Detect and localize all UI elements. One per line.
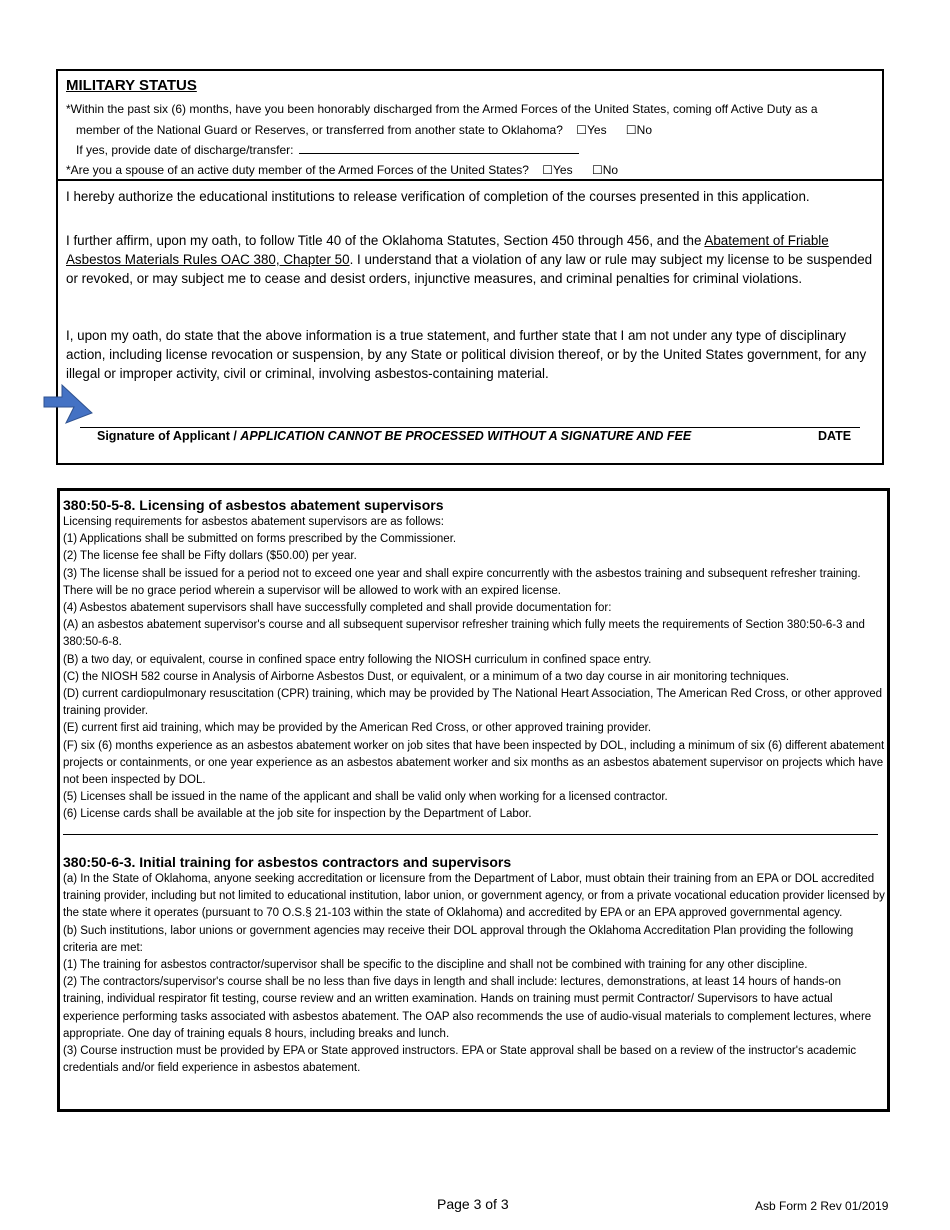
section1-line: (2) The license fee shall be Fifty dollars ($50.00) per year. (63, 550, 357, 563)
section1-line: (4) Asbestos abatement supervisors shall have successfully completed and shall provide documentation for: (63, 602, 612, 615)
section1-line: (A) an asbestos abatement supervisor's course and all subsequent supervisor refresher training which fully meets the requirements of Section 380:50-6-3 and 380:50-6-8. (63, 619, 865, 649)
discharge-date-label: If yes, provide date of discharge/transfer: (76, 143, 294, 157)
discharge-question-text: member of the National Guard or Reserves, or transferred from another state to Oklahoma? (76, 123, 563, 137)
section1-line: (5) Licenses shall be issued in the name of the applicant and shall be valid only when working for a licensed contractor. (63, 791, 668, 804)
spouse-no-checkbox[interactable]: ☐No (591, 163, 619, 177)
statement-paragraph: I, upon my oath, do state that the above information is a true statement, and further state that I am not under any type of disciplinary action, including license revocation or suspension, by any State or political division thereof, or by the United States government, for any illegal or improper activity, civil or criminal, involving asbestos-containing material. (66, 328, 867, 381)
military-status-title: MILITARY STATUS (66, 77, 197, 94)
section2-line: (b) Such institutions, labor unions or government agencies may receive their DOL approval through the Oklahoma Accreditation Plan providing the following criteria are met: (63, 924, 854, 954)
section1-line: Licensing requirements for asbestos abatement supervisors are as follows: (63, 516, 444, 528)
spouse-question-text: *Are you a spouse of an active duty member of the Armed Forces of the United States? (66, 163, 529, 177)
section1-line: (3) The license shall be issued for a period not to exceed one year and shall expire concurrently with the asbestos training and subsequent refresher training. There will be no grace period wherein a supervisor will be allowed to work with an expired license. (63, 567, 861, 597)
section1-line: (D) current cardiopulmonary resuscitation (CPR) training, which may be provided by The National Heart Association, The American Red Cross, or other approved training provider. (63, 688, 883, 718)
rules-reference: Abatement of Friable Asbestos Materials Rules OAC 380, Chapter 50 (66, 233, 829, 267)
discharge-question-line1: *Within the past six (6) months, have you been honorably discharged from the Armed Forces of the United States, coming off Active Duty as a (66, 102, 818, 116)
discharge-date-field[interactable] (299, 143, 579, 154)
section1-line: (E) current first aid training, which may be provided by the American Red Cross, or other approved training provider. (63, 722, 652, 735)
military-affirmation-box (56, 69, 884, 465)
signature-warning: APPLICATION CANNOT BE PROCESSED WITHOUT A SIGNATURE AND FEE (240, 429, 692, 443)
sign-here-arrow-icon (42, 383, 94, 427)
discharge-yes-checkbox[interactable]: ☐Yes (576, 123, 607, 137)
form-revision: Asb Form 2 Rev 01/2019 (755, 1199, 889, 1213)
section1-title: 380:50-5-8. Licensing of asbestos abatement supervisors (63, 497, 444, 513)
page-number: Page 3 of 3 (437, 1196, 509, 1212)
signature-line[interactable] (80, 427, 860, 428)
section1-line: (1) Applications shall be submitted on forms prescribed by the Commissioner. (63, 533, 457, 546)
section2-line: (2) The contractors/supervisor's course shall be no less than five days in length and shall include: lectures, demonstrations, at least 14 hours of hands-on training, individual respirator fit testing, course review and an written examination. Hands on training must permit Contractor/ Supervisors to have actual experience performing tasks associated with asbestos abatement. The OAP also recommends the use of audio-visual materials to complement lectures, where appropriate. One day of training equals 8 hours, including breaks and lunch. (63, 976, 872, 1040)
section-divider (58, 179, 882, 181)
signature-label: Signature of Applicant / APPLICATION CANNOT BE PROCESSED WITHOUT A SIGNATURE AND FEE (97, 429, 692, 443)
discharge-question-line2 (76, 123, 652, 137)
section2-line: (3) Course instruction must be provided by EPA or State approved instructors. EPA or State approval shall be based on a review of the instructor's academic credentials and/or field experience in asbestos abatement. (63, 1045, 857, 1075)
authorize-paragraph: I hereby authorize the educational institutions to release verification of completion of the courses presented in this application. (66, 189, 810, 204)
section2-title: 380:50-6-3. Initial training for asbestos contractors and supervisors (63, 854, 512, 870)
section1-line: (F) six (6) months experience as an asbestos abatement worker on job sites that have been inspected by DOL, including a minimum of six (6) different abatement projects or containments, or one year experience as an asbestos abatement worker and six months as an asbestos abatement supervisor on projects which have not been inspected by DOL. (63, 739, 885, 787)
spouse-question-row (66, 163, 618, 177)
date-label: DATE (818, 429, 852, 443)
oath-paragraph: I further affirm, upon my oath, to follow Title 40 of the Oklahoma Statutes, Section 450 through 456, and the Abatement of Friable Asbestos Materials Rules OAC 380, Chapter 50. I understand that a violation of any law or rule may subject my license to be suspended or revoked, or may subject me to cease and desist orders, injunctive measures, and criminal penalties for criminal violations. (66, 233, 873, 286)
section-separator (63, 834, 878, 835)
section1-line: (C) the NIOSH 582 course in Analysis of Airborne Asbestos Dust, or equivalent, or a minimum of a two day course in air monitoring techniques. (63, 670, 790, 683)
regulations-box (57, 488, 890, 1112)
discharge-no-checkbox[interactable]: ☐No (625, 123, 653, 137)
section1-line: (6) License cards shall be available at the job site for inspection by the Department of Labor. (63, 808, 532, 821)
spouse-yes-checkbox[interactable]: ☐Yes (542, 163, 573, 177)
discharge-date-row (76, 143, 579, 157)
section-380-50-6-3 (63, 853, 885, 1077)
section1-line: (B) a two day, or equivalent, course in confined space entry following the NIOSH curriculum in confined space entry. (63, 653, 652, 666)
section2-line: (a) In the State of Oklahoma, anyone seeking accreditation or licensure from the Department of Labor, must obtain their training from an EPA or DOL accredited training provider, including but not limited to educational institution, labor union, or government agency, or from a private vocational education provider licensed by the state where it operates (pursuant to 70 O.S.§ 21-103 within the state of Oklahoma) and accredited by EPA or an EPA approved governmental agency. (63, 873, 885, 920)
section-380-50-5-8 (63, 496, 885, 824)
section2-line: (1) The training for asbestos contractor/supervisor shall be specific to the discipline and shall not be combined with training for any other discipline. (63, 959, 808, 972)
